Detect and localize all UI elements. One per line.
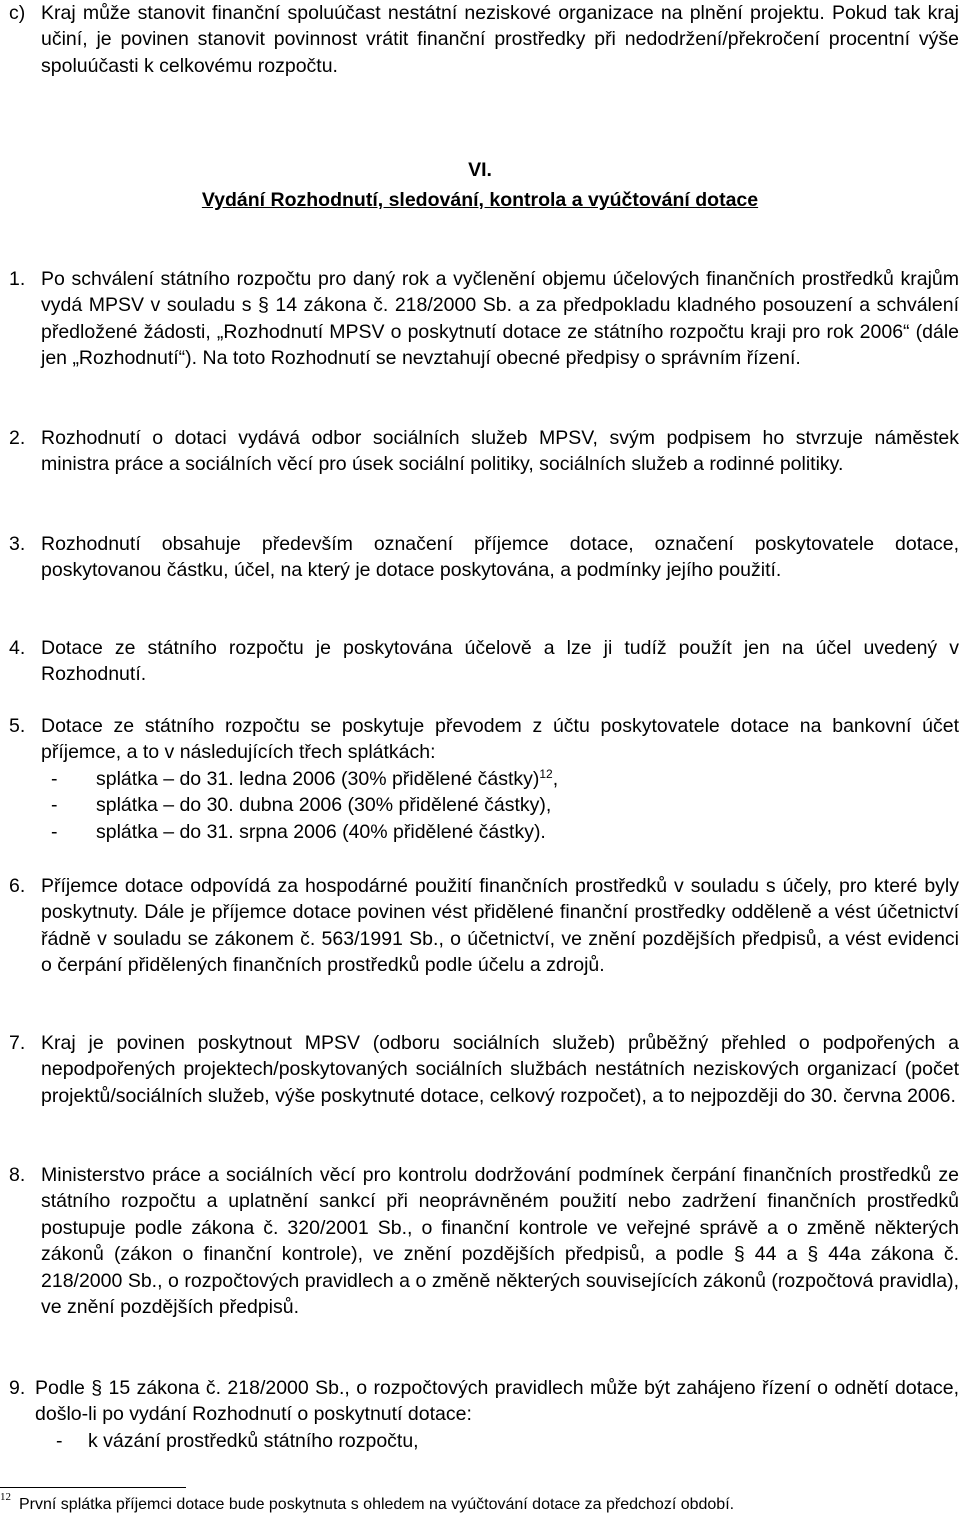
paragraph-number: 1.	[9, 268, 26, 290]
list-item	[56, 1428, 959, 1454]
list-item	[51, 766, 959, 792]
paragraph-1	[9, 266, 959, 372]
section-title: Vydání Rozhodnutí, sledování, kontrola a vyúčtování dotace	[201, 189, 759, 211]
list-dash: -	[51, 794, 58, 817]
item-c-text: Kraj může stanovit finanční spoluúčast nestátní neziskové organizace na plnění projektu. Pokud tak kraj učiní, je povinen stanovit povinnost vrátit finanční prostředky při nedodržení/překročení procentní výše spoluúčasti k celkovému rozpočtu.	[41, 2, 959, 77]
paragraph-text: Ministerstvo práce a sociálních věcí pro kontrolu dodržování podmínek čerpání finančních prostředků ze státního rozpočtu a uplatnění sankcí při neoprávněném použití nebo zadržení finančních prostředků postupuje podle zákona č. 320/2001 Sb., o finanční kontrole ve veřejné správě a o změně některých zákonů (zákon o finanční kontrole), ve znění pozdějších předpisů, a podle § 44 a § 44a zákona č. 218/2000 Sb., o rozpočtových pravidlech a o změně některých souvisejících zákonů (rozpočtová pravidla), ve znění pozdějších předpisů.	[41, 1164, 959, 1319]
installment-text: splátka – do 30. dubna 2006 (30% přidělené částky),	[96, 794, 552, 817]
paragraph-text: Rozhodnutí obsahuje především označení příjemce dotace, označení poskytovatele dotace, poskytovanou částku, účel, na který je dotace poskytována, a podmínky jejího použití.	[41, 533, 959, 582]
paragraph-4	[9, 635, 959, 688]
installment-text: splátka – do 31. ledna 2006 (30% přidělené částky)	[96, 767, 540, 790]
list-item	[51, 792, 959, 818]
list-item	[51, 819, 959, 845]
list-dash: -	[51, 820, 58, 843]
paragraph-number: 8.	[9, 1164, 26, 1186]
paragraph-7	[9, 1030, 959, 1109]
paragraph-text: Dotace ze státního rozpočtu je poskytována účelově a lze ji tudíž použít jen na účel uvedený v Rozhodnutí.	[41, 637, 959, 686]
section-number: VI.	[468, 159, 492, 181]
paragraph-text: Dotace ze státního rozpočtu se poskytuje převodem z účtu poskytovatele dotace na bankovní účet příjemce, a to v následujících třech splátkách:	[41, 715, 959, 764]
footnote	[0, 1491, 960, 1516]
paragraph-8	[9, 1162, 959, 1320]
paragraph-number: 6.	[9, 875, 26, 897]
paragraph-6	[9, 873, 959, 979]
footnote-mark: 12	[0, 1491, 11, 1503]
installment-list	[41, 766, 959, 845]
paragraph-text: Rozhodnutí o dotaci vydává odbor sociálních služeb MPSV, svým podpisem ho stvrzuje náměstek ministra práce a sociálních věcí pro úsek sociální politiky, sociálních služeb a rodinné politiky.	[41, 427, 959, 476]
item-c	[9, 0, 959, 79]
list-dash: -	[51, 767, 58, 790]
paragraph-text: Kraj je povinen poskytnout MPSV (odboru sociálních služeb) průběžný přehled o podpořených a nepodpořených projektech/poskytovaných sociálních službách nestátních neziskových organizací (počet projektů/sociálních služeb, výše poskytnuté dotace, celkový rozpočet), a to nejpozději do 30. června 2006.	[41, 1032, 959, 1107]
footnote-separator	[0, 1487, 186, 1488]
paragraph-text: Po schválení státního rozpočtu pro daný rok a vyčlenění objemu účelových finančních prostředků krajům vydá MPSV v souladu s § 14 zákona č. 218/2000 Sb. a za předpokladu kladného posouzení a schválení předložené žádosti, „Rozhodnutí MPSV o poskytnutí dotace ze státního rozpočtu kraji pro rok 2006“ (dále jen „Rozhodnutí“). Na toto Rozhodnutí se nevztahují obecné předpisy o správním řízení.	[41, 268, 959, 370]
installment-text: splátka – do 31. srpna 2006 (40% přidělené částky).	[96, 820, 546, 843]
paragraph-3	[9, 531, 959, 584]
installment-tail: ,	[552, 767, 559, 790]
paragraph-2	[9, 425, 959, 478]
paragraph-9	[9, 1375, 959, 1454]
paragraph-text: Příjemce dotace odpovídá za hospodárné použití finančních prostředků v souladu s účely, pro které byly poskytnuty. Dále je příjemce dotace povinen vést přidělené finanční prostředky odděleně a vést účetnictví řádně v souladu se zákonem č. 563/1991 Sb., o účetnictví, ve znění pozdějších předpisů, a vést evidenci o čerpání přidělených finančních prostředků podle účelu a zdrojů.	[41, 875, 959, 977]
footnote-text: První splátka příjemci dotace bude poskytnuta s ohledem na vyúčtování dotace za předchozí období.	[19, 1496, 735, 1513]
condition-text: k vázání prostředků státního rozpočtu,	[88, 1429, 419, 1452]
list-dash: -	[56, 1429, 63, 1452]
paragraph-number: 9.	[9, 1377, 26, 1399]
item-c-marker: c)	[9, 2, 26, 24]
section-heading	[0, 155, 960, 215]
paragraph-number: 7.	[9, 1032, 26, 1054]
footnote-ref[interactable]: 12	[539, 766, 553, 781]
paragraph-5	[9, 713, 959, 845]
condition-list	[35, 1428, 959, 1454]
paragraph-text: Podle § 15 zákona č. 218/2000 Sb., o rozpočtových pravidlech může být zahájeno řízení o odnětí dotace, došlo-li po vydání Rozhodnutí o poskytnutí dotace:	[35, 1377, 959, 1426]
paragraph-number: 3.	[9, 533, 26, 555]
paragraph-number: 5.	[9, 715, 26, 737]
paragraph-number: 2.	[9, 427, 26, 449]
paragraph-number: 4.	[9, 637, 26, 659]
